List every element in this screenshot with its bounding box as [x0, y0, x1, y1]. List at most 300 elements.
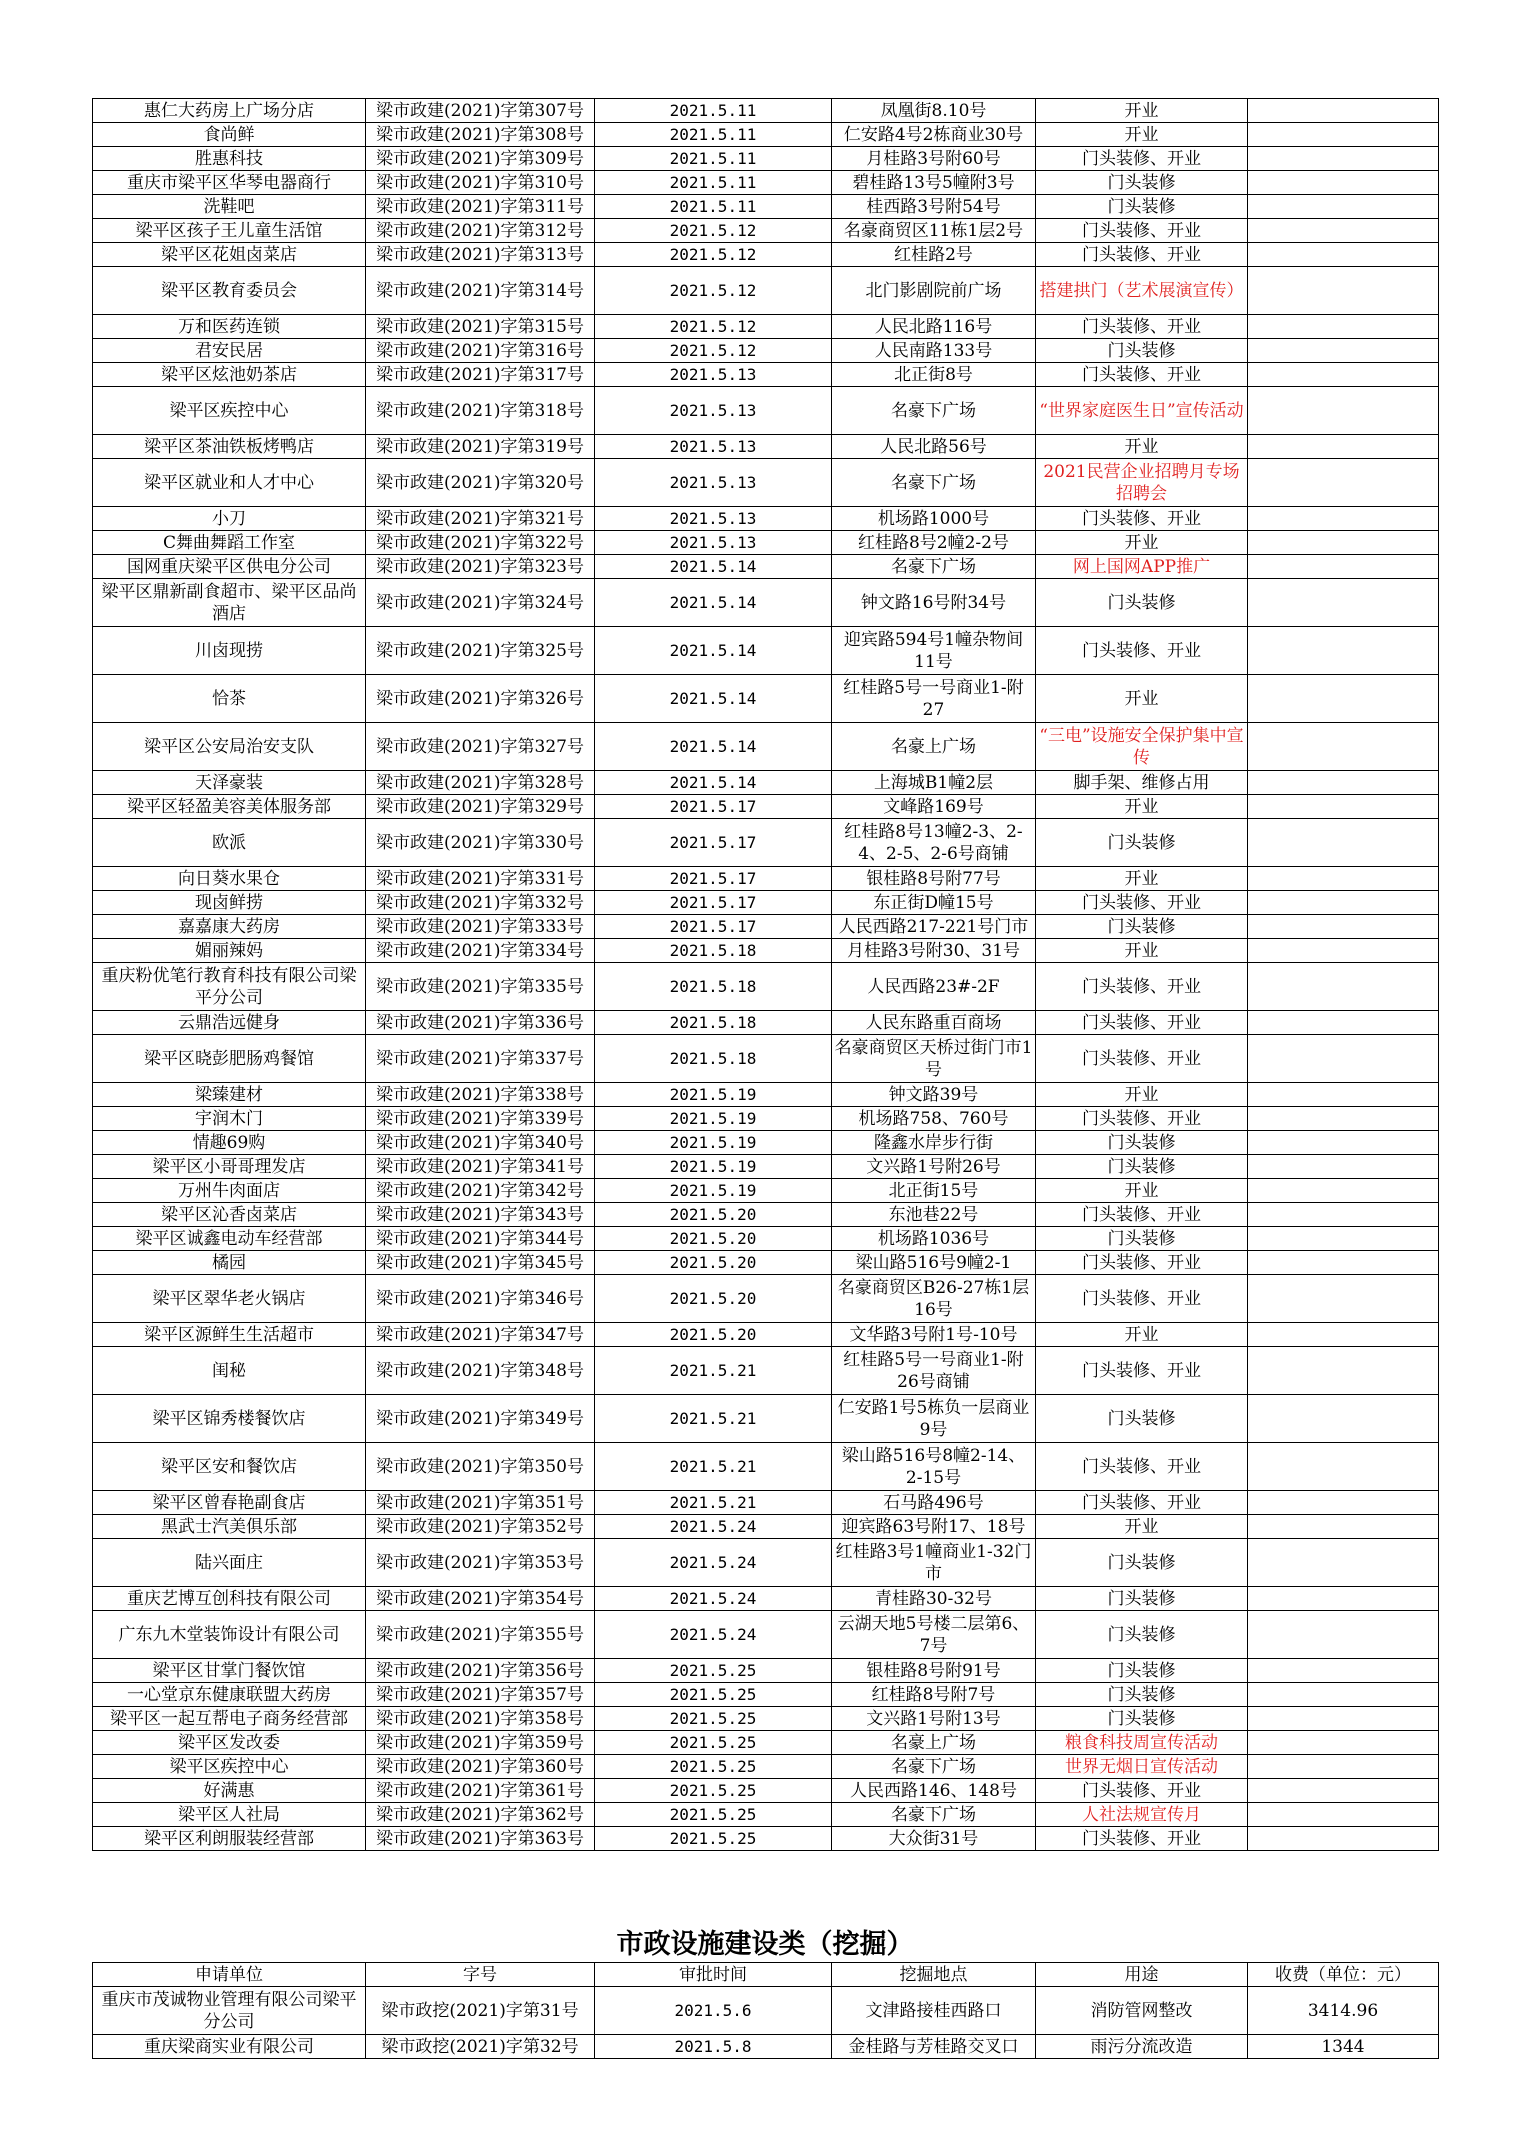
table-row [93, 315, 1439, 339]
table-row [93, 2035, 1439, 2059]
cell-extra [1248, 1515, 1439, 1539]
cell-place: 红桂路5号一号商业1-附26号商铺 [832, 1347, 1036, 1395]
cell-extra [1248, 915, 1439, 939]
header-fee: 收费（单位：元） [1248, 1963, 1439, 1987]
cell-use: 门头装修 [1036, 1395, 1248, 1443]
cell-unit: 好满惠 [93, 1779, 366, 1803]
cell-no: 梁市政建(2021)字第353号 [366, 1539, 595, 1587]
cell-extra [1248, 939, 1439, 963]
cell-place: 银桂路8号附77号 [832, 867, 1036, 891]
cell-no: 梁市政建(2021)字第351号 [366, 1491, 595, 1515]
cell-date: 2021.5.14 [595, 675, 832, 723]
cell-date: 2021.5.12 [595, 315, 832, 339]
cell-no: 梁市政建(2021)字第356号 [366, 1659, 595, 1683]
cell-date: 2021.5.17 [595, 867, 832, 891]
cell-unit: 广东九木堂装饰设计有限公司 [93, 1611, 366, 1659]
cell-no: 梁市政建(2021)字第340号 [366, 1131, 595, 1155]
cell-extra [1248, 1395, 1439, 1443]
cell-place: 名豪下广场 [832, 1755, 1036, 1779]
cell-unit: 梁平区源鲜生生活超市 [93, 1323, 366, 1347]
cell-place: 红桂路8号附7号 [832, 1683, 1036, 1707]
cell-use: 门头装修、开业 [1036, 1251, 1248, 1275]
table-row [93, 915, 1439, 939]
table-row [93, 627, 1439, 675]
cell-extra [1248, 1275, 1439, 1323]
cell-no: 梁市政建(2021)字第315号 [366, 315, 595, 339]
cell-place: 红桂路2号 [832, 243, 1036, 267]
table-row [93, 1987, 1439, 2035]
cell-extra [1248, 1683, 1439, 1707]
cell-place: 钟文路16号附34号 [832, 579, 1036, 627]
cell-date: 2021.5.20 [595, 1323, 832, 1347]
cell-unit: 梁平区安和餐饮店 [93, 1443, 366, 1491]
cell-use: 门头装修、开业 [1036, 315, 1248, 339]
table-row [93, 1083, 1439, 1107]
cell-date: 2021.5.11 [595, 123, 832, 147]
cell-date: 2021.5.20 [595, 1251, 832, 1275]
cell-no: 梁市政建(2021)字第352号 [366, 1515, 595, 1539]
cell-place: 名豪上广场 [832, 1731, 1036, 1755]
cell-place: 文兴路1号附13号 [832, 1707, 1036, 1731]
cell-use: 门头装修 [1036, 171, 1248, 195]
cell-unit: 梁平区茶油铁板烤鸭店 [93, 435, 366, 459]
cell-place: 月桂路3号附30、31号 [832, 939, 1036, 963]
cell-date: 2021.5.17 [595, 819, 832, 867]
cell-use: 门头装修、开业 [1036, 1203, 1248, 1227]
cell-extra [1248, 243, 1439, 267]
table-row [93, 243, 1439, 267]
table-row [93, 1587, 1439, 1611]
cell-extra [1248, 1491, 1439, 1515]
table-row [93, 147, 1439, 171]
table-row [93, 123, 1439, 147]
table-row [93, 1803, 1439, 1827]
cell-no: 梁市政建(2021)字第348号 [366, 1347, 595, 1395]
cell-extra [1248, 1155, 1439, 1179]
cell-unit: 重庆艺博互创科技有限公司 [93, 1587, 366, 1611]
cell-use: 开业 [1036, 1179, 1248, 1203]
cell-extra [1248, 1011, 1439, 1035]
cell-date: 2021.5.11 [595, 171, 832, 195]
table-row [93, 771, 1439, 795]
cell-place: 名豪下广场 [832, 555, 1036, 579]
header-place: 挖掘地点 [832, 1963, 1036, 1987]
cell-no: 梁市政建(2021)字第314号 [366, 267, 595, 315]
cell-no: 梁市政建(2021)字第341号 [366, 1155, 595, 1179]
cell-place: 文峰路169号 [832, 795, 1036, 819]
cell-date: 2021.5.13 [595, 459, 832, 507]
cell-unit: 梁平区利朗服装经营部 [93, 1827, 366, 1851]
cell-place: 机场路1000号 [832, 507, 1036, 531]
cell-date: 2021.5.14 [595, 627, 832, 675]
cell-use: 开业 [1036, 99, 1248, 123]
cell-place: 名豪下广场 [832, 387, 1036, 435]
cell-unit: 梁臻建材 [93, 1083, 366, 1107]
cell-extra [1248, 315, 1439, 339]
header-no: 字号 [366, 1963, 595, 1987]
cell-place: 人民西路217-221号门市 [832, 915, 1036, 939]
cell-date: 2021.5.25 [595, 1659, 832, 1683]
cell-use: 门头装修 [1036, 1131, 1248, 1155]
cell-use: 脚手架、维修占用 [1036, 771, 1248, 795]
cell-use: “世界家庭医生日”宣传活动 [1036, 387, 1248, 435]
cell-no: 梁市政建(2021)字第333号 [366, 915, 595, 939]
cell-place: 迎宾路594号1幢杂物间11号 [832, 627, 1036, 675]
cell-date: 2021.5.25 [595, 1779, 832, 1803]
table-row [93, 1683, 1439, 1707]
cell-use: 门头装修 [1036, 1707, 1248, 1731]
cell-date: 2021.5.20 [595, 1203, 832, 1227]
cell-unit: 天泽豪装 [93, 771, 366, 795]
cell-unit: 媚丽辣妈 [93, 939, 366, 963]
table-row [93, 1179, 1439, 1203]
cell-unit: 云鼎浩远健身 [93, 1011, 366, 1035]
cell-use: 门头装修、开业 [1036, 363, 1248, 387]
cell-place: 名豪下广场 [832, 1803, 1036, 1827]
cell-extra [1248, 123, 1439, 147]
cell-unit: 川卤现捞 [93, 627, 366, 675]
table-row [93, 531, 1439, 555]
cell-use: 门头装修 [1036, 819, 1248, 867]
excavation-section-title: 市政设施建设类（挖掘） [616, 1929, 914, 1960]
cell-no: 梁市政建(2021)字第359号 [366, 1731, 595, 1755]
cell-extra [1248, 219, 1439, 243]
cell-place: 上海城B1幢2层 [832, 771, 1036, 795]
cell-use: 开业 [1036, 795, 1248, 819]
cell-unit: 梁平区孩子王儿童生活馆 [93, 219, 366, 243]
cell-no: 梁市政建(2021)字第328号 [366, 771, 595, 795]
cell-place: 云湖天地5号楼二层第6、7号 [832, 1611, 1036, 1659]
cell-use: 门头装修、开业 [1036, 147, 1248, 171]
cell-place: 文津路接桂西路口 [832, 1987, 1036, 2035]
cell-place: 东正街D幢15号 [832, 891, 1036, 915]
header-unit: 申请单位 [93, 1963, 366, 1987]
cell-use: 门头装修、开业 [1036, 963, 1248, 1011]
cell-extra [1248, 147, 1439, 171]
cell-unit: 国网重庆梁平区供电分公司 [93, 555, 366, 579]
cell-use: 门头装修 [1036, 195, 1248, 219]
table-row [93, 459, 1439, 507]
cell-date: 2021.5.21 [595, 1491, 832, 1515]
table-row [93, 723, 1439, 771]
cell-no: 梁市政建(2021)字第329号 [366, 795, 595, 819]
cell-unit: 现卤鲜捞 [93, 891, 366, 915]
cell-use: 世界无烟日宣传活动 [1036, 1755, 1248, 1779]
cell-unit: 食尚鲜 [93, 123, 366, 147]
cell-use: 开业 [1036, 1515, 1248, 1539]
cell-place: 文兴路1号附26号 [832, 1155, 1036, 1179]
cell-date: 2021.5.13 [595, 507, 832, 531]
cell-unit: 情趣69购 [93, 1131, 366, 1155]
cell-no: 梁市政建(2021)字第357号 [366, 1683, 595, 1707]
cell-unit: 梁平区发改委 [93, 1731, 366, 1755]
cell-date: 2021.5.24 [595, 1611, 832, 1659]
cell-no: 梁市政建(2021)字第313号 [366, 243, 595, 267]
cell-no: 梁市政建(2021)字第310号 [366, 171, 595, 195]
cell-unit: 梁平区翠华老火锅店 [93, 1275, 366, 1323]
cell-unit: 梁平区教育委员会 [93, 267, 366, 315]
cell-unit: 重庆粉优笔行教育科技有限公司梁平分公司 [93, 963, 366, 1011]
cell-extra [1248, 1179, 1439, 1203]
cell-no: 梁市政建(2021)字第350号 [366, 1443, 595, 1491]
cell-use: 门头装修、开业 [1036, 507, 1248, 531]
cell-no: 梁市政挖(2021)字第32号 [366, 2035, 595, 2059]
cell-place: 金桂路与芳桂路交叉口 [832, 2035, 1036, 2059]
cell-date: 2021.5.21 [595, 1395, 832, 1443]
cell-use: 粮食科技周宣传活动 [1036, 1731, 1248, 1755]
cell-extra [1248, 1347, 1439, 1395]
cell-place: 迎宾路63号附17、18号 [832, 1515, 1036, 1539]
cell-place: 东池巷22号 [832, 1203, 1036, 1227]
permit-table-wrapper [92, 98, 1438, 1851]
cell-extra [1248, 1203, 1439, 1227]
cell-use: 人社法规宣传月 [1036, 1803, 1248, 1827]
cell-place: 红桂路3号1幢商业1-32门市 [832, 1539, 1036, 1587]
cell-unit: 梁平区沁香卤菜店 [93, 1203, 366, 1227]
table-row [93, 1539, 1439, 1587]
table-row [93, 1347, 1439, 1395]
cell-unit: 梁平区晓彭肥肠鸡餐馆 [93, 1035, 366, 1083]
cell-unit: 洗鞋吧 [93, 195, 366, 219]
cell-extra [1248, 387, 1439, 435]
table-row [93, 1755, 1439, 1779]
cell-no: 梁市政建(2021)字第335号 [366, 963, 595, 1011]
table-row [93, 1203, 1439, 1227]
table-row [93, 1731, 1439, 1755]
cell-extra [1248, 195, 1439, 219]
cell-place: 红桂路8号2幢2-2号 [832, 531, 1036, 555]
cell-unit: 胜惠科技 [93, 147, 366, 171]
excavation-table-wrapper [92, 1962, 1438, 2059]
cell-extra [1248, 1035, 1439, 1083]
cell-extra [1248, 891, 1439, 915]
cell-extra [1248, 867, 1439, 891]
cell-no: 梁市政建(2021)字第330号 [366, 819, 595, 867]
cell-extra [1248, 1227, 1439, 1251]
cell-date: 2021.5.25 [595, 1755, 832, 1779]
table-row [93, 195, 1439, 219]
cell-unit: 梁平区轻盈美容美体服务部 [93, 795, 366, 819]
cell-extra [1248, 1707, 1439, 1731]
cell-date: 2021.5.19 [595, 1107, 832, 1131]
cell-extra [1248, 1659, 1439, 1683]
cell-date: 2021.5.6 [595, 1987, 832, 2035]
cell-use: 门头装修、开业 [1036, 1275, 1248, 1323]
cell-date: 2021.5.20 [595, 1227, 832, 1251]
cell-extra [1248, 675, 1439, 723]
cell-use: 门头装修 [1036, 1539, 1248, 1587]
cell-unit: 梁平区小哥哥理发店 [93, 1155, 366, 1179]
cell-date: 2021.5.18 [595, 1035, 832, 1083]
cell-no: 梁市政建(2021)字第316号 [366, 339, 595, 363]
cell-unit: 梁平区人社局 [93, 1803, 366, 1827]
cell-place: 红桂路5号一号商业1-附27 [832, 675, 1036, 723]
cell-extra [1248, 1323, 1439, 1347]
table-row [93, 171, 1439, 195]
cell-place: 隆鑫水岸步行街 [832, 1131, 1036, 1155]
cell-unit: 橘园 [93, 1251, 366, 1275]
cell-extra [1248, 1539, 1439, 1587]
cell-no: 梁市政建(2021)字第325号 [366, 627, 595, 675]
cell-place: 梁山路516号9幢2-1 [832, 1251, 1036, 1275]
table-row [93, 1227, 1439, 1251]
cell-place: 名豪上广场 [832, 723, 1036, 771]
cell-unit: 向日葵水果仓 [93, 867, 366, 891]
cell-no: 梁市政建(2021)字第336号 [366, 1011, 595, 1035]
cell-use: 门头装修、开业 [1036, 627, 1248, 675]
cell-date: 2021.5.19 [595, 1131, 832, 1155]
cell-place: 钟文路39号 [832, 1083, 1036, 1107]
table-row [93, 1611, 1439, 1659]
cell-no: 梁市政建(2021)字第349号 [366, 1395, 595, 1443]
cell-no: 梁市政建(2021)字第361号 [366, 1779, 595, 1803]
cell-use: 开业 [1036, 435, 1248, 459]
table-row [93, 1251, 1439, 1275]
cell-date: 2021.5.12 [595, 267, 832, 315]
cell-place: 仁安路4号2栋商业30号 [832, 123, 1036, 147]
cell-no: 梁市政建(2021)字第320号 [366, 459, 595, 507]
cell-use: 门头装修 [1036, 1587, 1248, 1611]
cell-date: 2021.5.24 [595, 1539, 832, 1587]
cell-place: 人民南路133号 [832, 339, 1036, 363]
table-row [93, 795, 1439, 819]
header-use: 用途 [1036, 1963, 1248, 1987]
cell-use: 开业 [1036, 867, 1248, 891]
cell-extra [1248, 627, 1439, 675]
cell-unit: 重庆市梁平区华琴电器商行 [93, 171, 366, 195]
cell-date: 2021.5.13 [595, 363, 832, 387]
cell-no: 梁市政建(2021)字第321号 [366, 507, 595, 531]
cell-place: 梁山路516号8幢2-14、2-15号 [832, 1443, 1036, 1491]
permit-table-body [93, 99, 1439, 1851]
cell-no: 梁市政建(2021)字第312号 [366, 219, 595, 243]
cell-place: 青桂路30-32号 [832, 1587, 1036, 1611]
cell-extra [1248, 795, 1439, 819]
cell-date: 2021.5.12 [595, 243, 832, 267]
cell-no: 梁市政建(2021)字第339号 [366, 1107, 595, 1131]
cell-date: 2021.5.21 [595, 1443, 832, 1491]
cell-place: 大众街31号 [832, 1827, 1036, 1851]
cell-date: 2021.5.19 [595, 1179, 832, 1203]
cell-use: 门头装修 [1036, 1611, 1248, 1659]
cell-unit: 欧派 [93, 819, 366, 867]
cell-date: 2021.5.17 [595, 915, 832, 939]
cell-place: 人民东路重百商场 [832, 1011, 1036, 1035]
cell-unit: 梁平区曾春艳副食店 [93, 1491, 366, 1515]
cell-place: 银桂路8号附91号 [832, 1659, 1036, 1683]
cell-extra [1248, 771, 1439, 795]
cell-unit: 惠仁大药房上广场分店 [93, 99, 366, 123]
table-row [93, 1155, 1439, 1179]
cell-no: 梁市政建(2021)字第334号 [366, 939, 595, 963]
table-row [93, 1323, 1439, 1347]
cell-date: 2021.5.25 [595, 1803, 832, 1827]
cell-place: 名豪商贸区天桥过街门市1号 [832, 1035, 1036, 1083]
cell-unit: 梁平区一起互帮电子商务经营部 [93, 1707, 366, 1731]
cell-use: 门头装修、开业 [1036, 1827, 1248, 1851]
cell-date: 2021.5.14 [595, 555, 832, 579]
cell-extra [1248, 1731, 1439, 1755]
cell-use: 开业 [1036, 123, 1248, 147]
cell-extra [1248, 1131, 1439, 1155]
cell-extra [1248, 1827, 1439, 1851]
cell-date: 2021.5.18 [595, 1011, 832, 1035]
cell-unit: 梁平区疾控中心 [93, 387, 366, 435]
cell-no: 梁市政挖(2021)字第31号 [366, 1987, 595, 2035]
cell-no: 梁市政建(2021)字第323号 [366, 555, 595, 579]
table-row [93, 1443, 1439, 1491]
cell-place: 机场路758、760号 [832, 1107, 1036, 1131]
table-row [93, 1035, 1439, 1083]
cell-date: 2021.5.8 [595, 2035, 832, 2059]
cell-extra [1248, 171, 1439, 195]
table-row [93, 1131, 1439, 1155]
cell-use: 门头装修 [1036, 339, 1248, 363]
cell-place: 文华路3号附1号-10号 [832, 1323, 1036, 1347]
excavation-header-row [93, 1963, 1439, 1987]
cell-date: 2021.5.19 [595, 1155, 832, 1179]
cell-no: 梁市政建(2021)字第363号 [366, 1827, 595, 1851]
cell-place: 人民北路56号 [832, 435, 1036, 459]
cell-unit: 宇润木门 [93, 1107, 366, 1131]
cell-use: 门头装修 [1036, 1155, 1248, 1179]
table-row [93, 363, 1439, 387]
cell-date: 2021.5.21 [595, 1347, 832, 1395]
cell-date: 2021.5.17 [595, 795, 832, 819]
cell-unit: 一心堂京东健康联盟大药房 [93, 1683, 366, 1707]
cell-unit: 黑武士汽美俱乐部 [93, 1515, 366, 1539]
cell-date: 2021.5.14 [595, 771, 832, 795]
cell-no: 梁市政建(2021)字第337号 [366, 1035, 595, 1083]
cell-place: 月桂路3号附60号 [832, 147, 1036, 171]
cell-extra [1248, 507, 1439, 531]
cell-extra [1248, 1251, 1439, 1275]
table-row [93, 963, 1439, 1011]
cell-no: 梁市政建(2021)字第342号 [366, 1179, 595, 1203]
cell-date: 2021.5.13 [595, 435, 832, 459]
cell-use: 开业 [1036, 675, 1248, 723]
cell-use: 门头装修、开业 [1036, 243, 1248, 267]
table-row [93, 1659, 1439, 1683]
cell-place: 碧桂路13号5幢附3号 [832, 171, 1036, 195]
cell-use: 门头装修 [1036, 1683, 1248, 1707]
cell-place: 人民西路23#-2F [832, 963, 1036, 1011]
cell-no: 梁市政建(2021)字第360号 [366, 1755, 595, 1779]
cell-no: 梁市政建(2021)字第358号 [366, 1707, 595, 1731]
cell-unit: 闺秘 [93, 1347, 366, 1395]
cell-date: 2021.5.18 [595, 963, 832, 1011]
table-row [93, 1011, 1439, 1035]
cell-unit: 梁平区炫池奶茶店 [93, 363, 366, 387]
table-row [93, 99, 1439, 123]
excavation-table [92, 1962, 1439, 2059]
cell-date: 2021.5.24 [595, 1515, 832, 1539]
cell-place: 人民西路146、148号 [832, 1779, 1036, 1803]
cell-extra [1248, 1443, 1439, 1491]
cell-place: 北门影剧院前广场 [832, 267, 1036, 315]
cell-use: 2021民营企业招聘月专场招聘会 [1036, 459, 1248, 507]
table-row [93, 1491, 1439, 1515]
cell-date: 2021.5.25 [595, 1707, 832, 1731]
cell-extra [1248, 1587, 1439, 1611]
table-row [93, 1395, 1439, 1443]
cell-no: 梁市政建(2021)字第338号 [366, 1083, 595, 1107]
cell-unit: 万州牛肉面店 [93, 1179, 366, 1203]
cell-extra [1248, 531, 1439, 555]
cell-date: 2021.5.17 [595, 891, 832, 915]
cell-date: 2021.5.25 [595, 1683, 832, 1707]
cell-unit: 梁平区就业和人才中心 [93, 459, 366, 507]
